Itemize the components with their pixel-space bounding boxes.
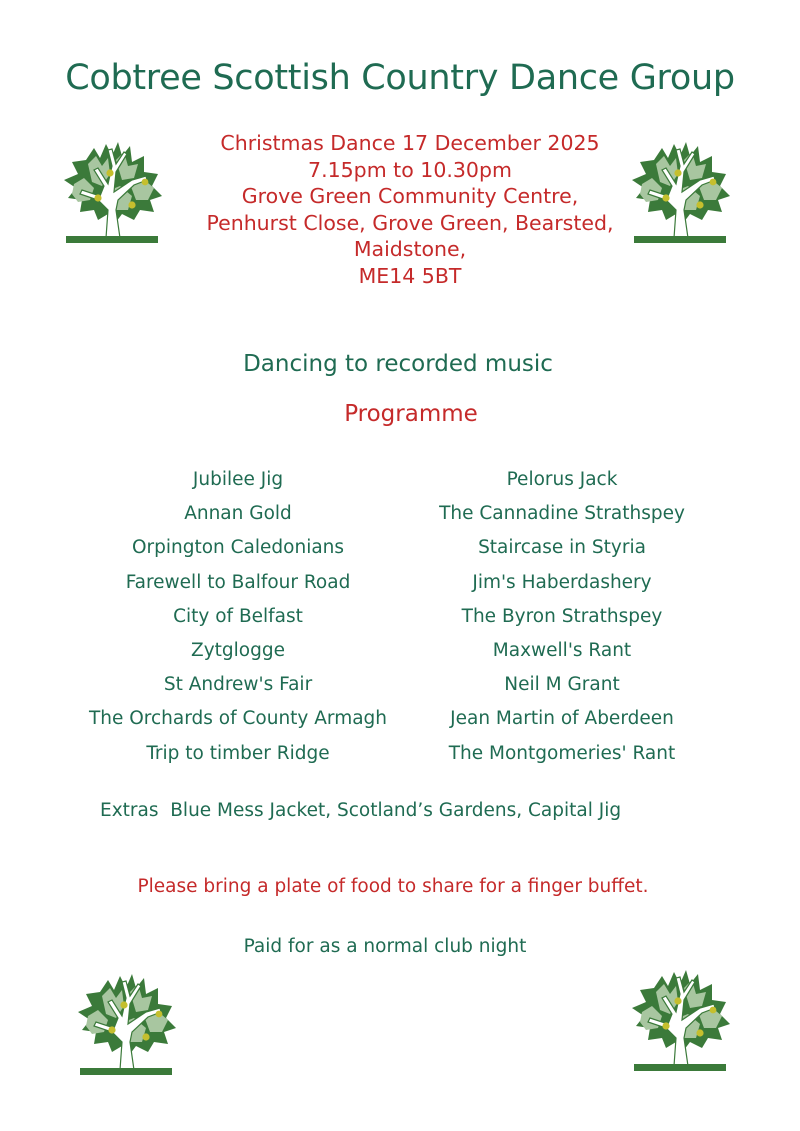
dance-item: The Byron Strathspey [461, 605, 663, 627]
tree-logo-icon [72, 962, 182, 1082]
event-address: Penhurst Close, Grove Green, Bearsted, [206, 210, 614, 235]
tree-logo-icon [626, 958, 736, 1078]
dance-item: Annan Gold [184, 503, 292, 525]
payment-note: Paid for as a normal club night [243, 936, 527, 957]
dance-item: Jean Martin of Aberdeen [450, 708, 674, 730]
extras-line: Extras Blue Mess Jacket, Scotland’s Gardens, Capital Jig [100, 800, 622, 821]
dance-item: Farewell to Balfour Road [125, 571, 351, 593]
event-details [160, 130, 660, 289]
dance-item: Neil M Grant [504, 674, 620, 696]
dance-item: Trip to timber Ridge [146, 742, 330, 764]
dance-item: Pelorus Jack [506, 469, 618, 490]
programme-left-column [68, 466, 408, 774]
programme-right-column [392, 466, 732, 774]
page-title: Cobtree Scottish Country Dance Group [65, 58, 735, 98]
dance-item: The Montgomeries' Rant [448, 742, 676, 764]
dance-item: Jim's Haberdashery [472, 571, 652, 593]
dance-item: The Cannadine Strathspey [439, 503, 685, 525]
dance-item: St Andrew's Fair [163, 674, 313, 696]
dance-item: Orpington Caledonians [131, 537, 345, 559]
event-postcode: ME14 5BT [358, 263, 462, 288]
food-note: Please bring a plate of food to share for a finger buffet. [137, 876, 649, 897]
event-title: Christmas Dance 17 December 2025 [220, 131, 600, 155]
programme-heading: Programme [344, 401, 478, 427]
dance-item: Jubilee Jig [192, 469, 284, 490]
dance-item: Maxwell's Rant [492, 639, 632, 661]
dance-item: Zytglogge [191, 639, 285, 661]
tree-logo-icon [58, 130, 168, 250]
event-town: Maidstone, [353, 237, 467, 261]
dance-item: The Orchards of County Armagh [88, 708, 388, 730]
event-venue: Grove Green Community Centre, [241, 184, 579, 208]
event-time: 7.15pm to 10.30pm [308, 157, 512, 182]
dance-item: City of Belfast [173, 605, 303, 627]
dance-item: Staircase in Styria [478, 537, 646, 559]
music-note: Dancing to recorded music [243, 351, 553, 377]
